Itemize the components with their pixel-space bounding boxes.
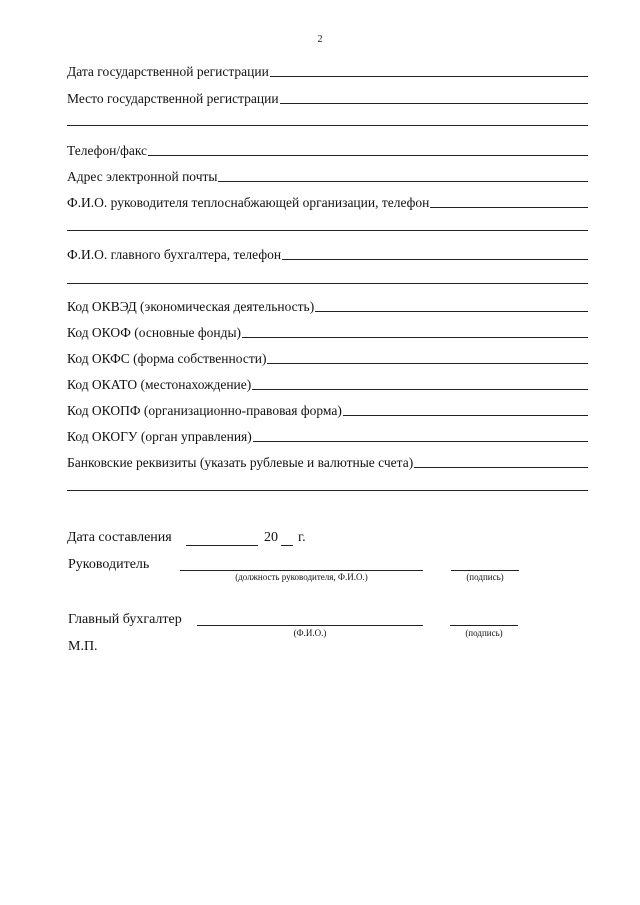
field-okogu[interactable] <box>67 426 588 444</box>
field-label: Адрес электронной почты <box>67 169 218 184</box>
field-phone-fax[interactable] <box>67 140 588 158</box>
year-prefix: 20 <box>264 530 278 545</box>
field-bank-details[interactable] <box>67 452 588 470</box>
field-label: Дата государственной регистрации <box>67 64 269 79</box>
accountant-signature-line[interactable] <box>450 625 518 626</box>
fill-line[interactable] <box>218 181 588 182</box>
year-fill-line[interactable] <box>281 545 293 546</box>
fill-line-extra[interactable] <box>67 125 588 126</box>
field-label: Место государственной регистрации <box>67 91 279 106</box>
field-registration-date[interactable] <box>67 61 588 79</box>
field-label: Код ОКАТО (местонахождение) <box>67 377 252 392</box>
fill-line-extra[interactable] <box>67 230 588 231</box>
fill-line[interactable] <box>242 337 588 338</box>
fill-line[interactable] <box>252 389 588 390</box>
fill-line[interactable] <box>148 155 588 156</box>
page-number: 2 <box>317 34 323 45</box>
fill-line[interactable] <box>267 363 588 364</box>
field-label: Код ОКФС (форма собственности) <box>67 351 267 366</box>
field-label: Телефон/факс <box>67 143 148 158</box>
field-label: Код ОКОПФ (организационно-правовая форма) <box>67 403 342 418</box>
field-label: Ф.И.О. руководителя теплоснабжающей организации, телефон <box>67 195 430 210</box>
field-label: Код ОКВЭД (экономическая деятельность) <box>67 299 315 314</box>
fill-line[interactable] <box>253 441 588 442</box>
field-okopf[interactable] <box>67 400 588 418</box>
field-label: Код ОКОФ (основные фонды) <box>67 325 242 340</box>
field-okved[interactable] <box>67 296 588 314</box>
field-accountant-name-phone[interactable] <box>67 244 588 262</box>
fill-line-extra[interactable] <box>67 490 588 491</box>
fill-line[interactable] <box>414 467 588 468</box>
field-label: Ф.И.О. главного бухгалтера, телефон <box>67 247 282 262</box>
fill-line[interactable] <box>315 311 588 312</box>
fill-line-extra[interactable] <box>67 283 588 284</box>
fill-line[interactable] <box>282 259 588 260</box>
field-okfs[interactable] <box>67 348 588 366</box>
fill-line[interactable] <box>343 415 588 416</box>
field-okof[interactable] <box>67 322 588 340</box>
accountant-signature-caption: (подпись) <box>465 628 503 638</box>
seal-label: М.П. <box>68 639 98 654</box>
date-fill-line[interactable] <box>186 545 258 546</box>
head-signature-line[interactable] <box>451 570 519 571</box>
date-label: Дата составления <box>67 530 172 545</box>
field-label: Банковские реквизиты (указать рублевые и валютные счета) <box>67 455 414 470</box>
fill-line[interactable] <box>270 76 588 77</box>
year-suffix: г. <box>298 530 306 545</box>
fill-line[interactable] <box>280 103 588 104</box>
accountant-fill-line[interactable] <box>197 625 423 626</box>
field-okato[interactable] <box>67 374 588 392</box>
head-caption: (должность руководителя, Ф.И.О.) <box>235 572 368 582</box>
accountant-caption: (Ф.И.О.) <box>293 628 327 638</box>
head-fill-line[interactable] <box>180 570 423 571</box>
accountant-label: Главный бухгалтер <box>68 612 182 627</box>
head-label: Руководитель <box>68 557 150 572</box>
field-label: Код ОКОГУ (орган управления) <box>67 429 252 444</box>
field-email[interactable] <box>67 166 588 184</box>
fill-line[interactable] <box>430 207 588 208</box>
field-head-name-phone[interactable] <box>67 192 588 210</box>
head-signature-caption: (подпись) <box>466 572 504 582</box>
field-registration-place[interactable] <box>67 88 588 106</box>
